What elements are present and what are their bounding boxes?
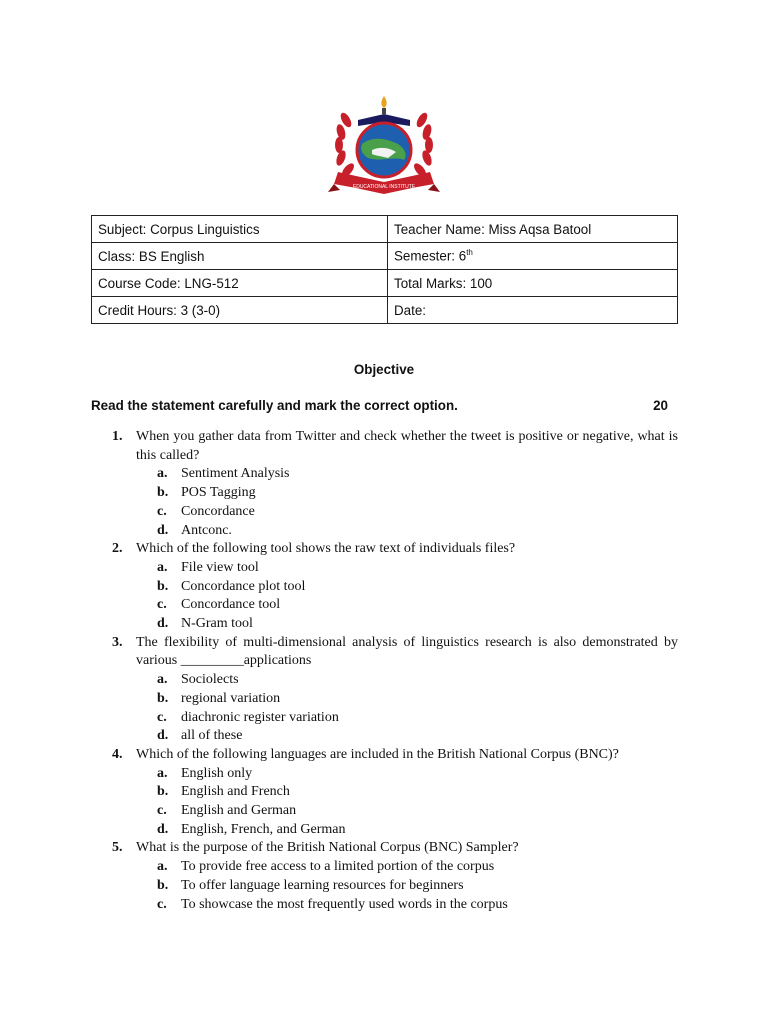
option-text: POS Tagging (181, 485, 256, 501)
option-text: diachronic register variation (181, 709, 339, 725)
option-letter: a. (157, 765, 168, 781)
question-1-option-b (91, 484, 678, 503)
question-2 (91, 540, 678, 559)
question-4 (91, 746, 678, 765)
semester-label: Semester: 6 (394, 248, 467, 264)
question-5 (91, 839, 678, 858)
option-text: English and German (181, 803, 297, 819)
option-text: Sociolects (181, 672, 239, 688)
question-1-option-d (91, 522, 678, 541)
semester-suffix: th (466, 248, 473, 258)
table-row (92, 270, 678, 297)
option-letter: c. (157, 503, 167, 519)
course-code-cell: Course Code: LNG-512 (92, 270, 388, 297)
question-1-option-a (91, 465, 678, 484)
semester-cell (388, 243, 678, 270)
option-letter: b. (157, 784, 169, 800)
instruction-line (91, 398, 678, 413)
option-text: N-Gram tool (181, 616, 253, 632)
question-3-option-d (91, 727, 678, 746)
question-1-option-c (91, 503, 678, 522)
institute-logo (328, 92, 440, 202)
option-letter: b. (157, 690, 169, 706)
question-text: The flexibility of multi-dimensional analysis of linguistics research is also demonstrated by various _________applications (136, 634, 678, 669)
option-text: Concordance plot tool (181, 578, 306, 594)
question-3-option-a (91, 671, 678, 690)
question-3-option-c (91, 709, 678, 728)
option-text: English only (181, 765, 253, 781)
option-letter: b. (157, 485, 169, 501)
option-letter: b. (157, 877, 169, 893)
option-text: Concordance tool (181, 597, 281, 613)
option-letter: c. (157, 709, 167, 725)
credit-hours-cell: Credit Hours: 3 (3-0) (92, 297, 388, 324)
option-text: all of these (181, 728, 243, 744)
option-letter: b. (157, 578, 169, 594)
option-text: To showcase the most frequently used words in the corpus (181, 896, 508, 912)
question-3 (91, 634, 678, 671)
instruction-text: Read the statement carefully and mark the correct option. (91, 398, 458, 413)
option-letter: d. (157, 821, 169, 837)
question-4-option-d (91, 821, 678, 840)
option-letter: a. (157, 672, 168, 688)
logo-text: EDUCATIONAL INSTITUTE (352, 184, 416, 190)
option-letter: c. (157, 896, 167, 912)
question-2-option-b (91, 578, 678, 597)
option-text: English, French, and German (181, 821, 346, 837)
option-letter: c. (157, 597, 167, 613)
class-cell: Class: BS English (92, 243, 388, 270)
question-text: Which of the following languages are included in the British National Corpus (BNC)? (136, 746, 619, 762)
question-list (91, 428, 678, 914)
question-text: When you gather data from Twitter and check whether the tweet is positive or negative, what is this called? (136, 429, 678, 463)
table-row (92, 297, 678, 324)
question-text: Which of the following tool shows the raw text of individuals files? (136, 541, 516, 557)
question-number: 3. (112, 634, 123, 650)
date-cell: Date: (388, 297, 678, 324)
option-text: To offer language learning resources for beginners (181, 877, 464, 893)
question-2-option-c (91, 596, 678, 615)
question-4-option-c (91, 802, 678, 821)
question-text: What is the purpose of the British National Corpus (BNC) Sampler? (136, 840, 519, 856)
logo-emblem-icon (328, 92, 440, 202)
table-row (92, 243, 678, 270)
question-2-option-a (91, 559, 678, 578)
table-row (92, 216, 678, 243)
section-marks: 20 (653, 398, 668, 413)
option-text: Concordance (181, 503, 255, 519)
question-number: 1. (112, 429, 123, 444)
total-marks-cell: Total Marks: 100 (388, 270, 678, 297)
option-text: Sentiment Analysis (181, 466, 290, 482)
teacher-cell: Teacher Name: Miss Aqsa Batool (388, 216, 678, 243)
question-2-option-d (91, 615, 678, 634)
question-number: 4. (112, 746, 123, 762)
question-number: 2. (112, 541, 123, 557)
option-letter: d. (157, 728, 169, 744)
option-text: To provide free access to a limited portion of the corpus (181, 859, 495, 875)
option-letter: c. (157, 803, 167, 819)
option-letter: a. (157, 859, 168, 875)
option-letter: a. (157, 466, 168, 482)
option-letter: a. (157, 559, 168, 575)
question-1 (91, 428, 678, 465)
option-text: File view tool (181, 559, 259, 575)
question-4-option-b (91, 783, 678, 802)
question-5-option-a (91, 858, 678, 877)
option-text: regional variation (181, 690, 281, 706)
question-5-option-b (91, 877, 678, 896)
subject-cell: Subject: Corpus Linguistics (92, 216, 388, 243)
question-5-option-c (91, 896, 678, 915)
option-letter: d. (157, 522, 169, 538)
question-number: 5. (112, 840, 123, 856)
course-info-table (91, 215, 678, 324)
question-4-option-a (91, 765, 678, 784)
question-3-option-b (91, 690, 678, 709)
option-text: Antconc. (181, 522, 232, 538)
option-text: English and French (181, 784, 290, 800)
option-letter: d. (157, 616, 169, 632)
section-title: Objective (353, 362, 415, 377)
